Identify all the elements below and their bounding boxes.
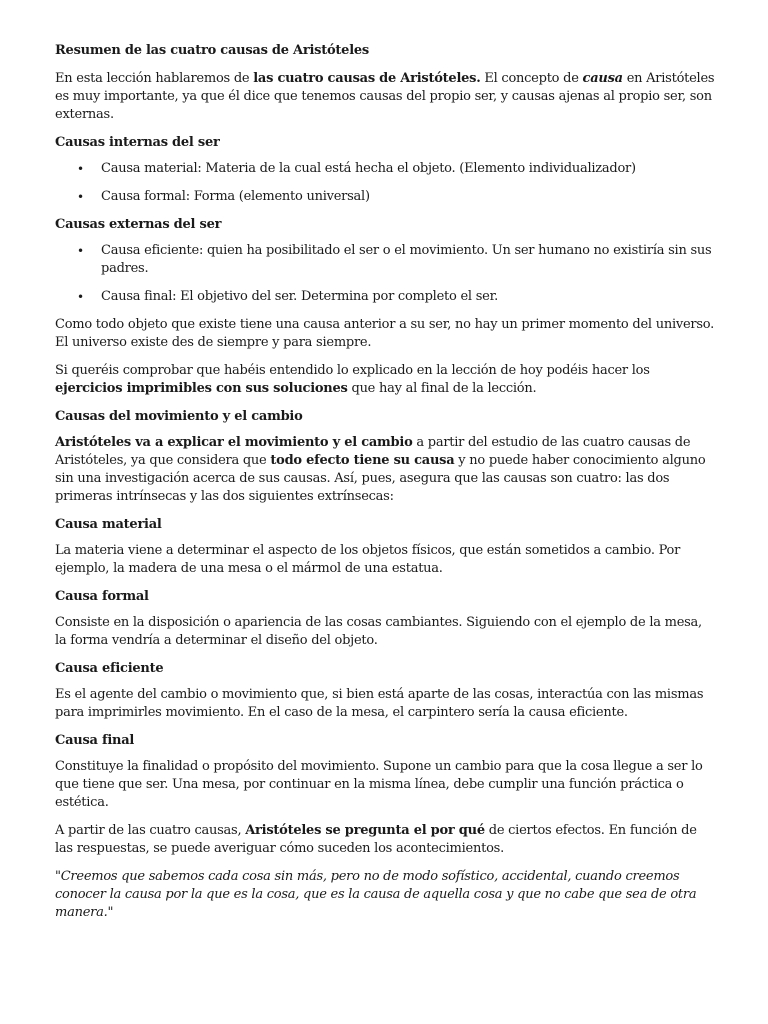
- heading-causas-internas: Causas internas del ser: [55, 135, 220, 150]
- list-item: • Causa final: El objetivo del ser. Determina por completo el ser.: [55, 288, 717, 306]
- conclusion-paragraph: [55, 822, 717, 858]
- intro-text-2: El concepto de: [480, 71, 583, 86]
- list-causas-internas: [55, 160, 717, 206]
- heading-causa-formal: Causa formal: [55, 589, 149, 604]
- heading-causa-final: Causa final: [55, 733, 135, 748]
- ejercicios-text-2: que hay al final de la lección.: [347, 381, 537, 396]
- movimiento-text-2: y no puede haber conocimiento alguno sin una investigación acerca de sus causas. Así, pues, asegura que las causas son cuatro: las dos primeras intrínsecas y las dos siguientes extrínsecas:: [55, 453, 706, 504]
- conclusion-text-1: A partir de las cuatro causas,: [55, 823, 246, 838]
- intro-bold-italic-causa: causa: [582, 71, 623, 86]
- movimiento-text-1: a partir del estudio de las cuatro causas de Aristóteles, ya que considera que: [55, 435, 691, 468]
- causa-eficiente-paragraph: Es el agente del cambio o movimiento que, si bien está aparte de las cosas, interactúa con las mismas para imprimirles movimiento. En el caso de la mesa, el carpintero sería la causa eficiente.: [55, 687, 704, 720]
- heading-movimiento-cambio: Causas del movimiento y el cambio: [55, 409, 303, 424]
- movimiento-paragraph: [55, 434, 717, 506]
- list-item: • Causa material: Materia de la cual está hecha el objeto. (Elemento individualizador): [55, 160, 717, 178]
- causa-material-paragraph: La materia viene a determinar el aspecto de los objetos físicos, que están sometidos a cambio. Por ejemplo, la madera de una mesa o el mármol de una estatua.: [55, 543, 681, 576]
- list-causas-externas: [55, 242, 717, 306]
- ejercicios-bold: ejercicios imprimibles con sus soluciones: [55, 381, 348, 396]
- heading-causas-externas: Causas externas del ser: [55, 217, 222, 232]
- quote-paragraph: "Creemos que sabemos cada cosa sin más, pero no de modo sofístico, accidental, cuando creemos conocer la causa por la que es la cosa, que es la causa de aquella cosa y que no cabe que sea de otra manera.": [55, 869, 697, 920]
- ejercicios-text-1: Si queréis comprobar que habéis entendido lo explicado en la lección de hoy podéis hacer los: [55, 363, 650, 378]
- intro-bold-1: las cuatro causas de Aristóteles.: [253, 71, 481, 86]
- movimiento-bold-2: todo efecto tiene su causa: [270, 453, 455, 468]
- heading-causa-material: Causa material: [55, 517, 162, 532]
- causa-formal-paragraph: Consiste en la disposición o apariencia de las cosas cambiantes. Siguiendo con el ejemplo de la mesa, la forma vendría a determinar el diseño del objeto.: [55, 615, 702, 648]
- ejercicios-paragraph: [55, 362, 717, 398]
- heading-causa-eficiente: Causa eficiente: [55, 661, 164, 676]
- causa-final-paragraph: Constituye la finalidad o propósito del movimiento. Supone un cambio para que la cosa llegue a ser lo que tiene que ser. Una mesa, por continuar en la misma línea, debe cumplir una función práctica o estética.: [55, 759, 703, 810]
- conclusion-bold: Aristóteles se pregunta el por qué: [245, 823, 485, 838]
- intro-text-3: en Aristóteles es muy importante, ya que él dice que tenemos causas del propio ser, y causas ajenas al propio ser, son externas.: [55, 71, 715, 122]
- document-title: Resumen de las cuatro causas de Aristóteles: [55, 43, 369, 58]
- movimiento-bold-1: Aristóteles va a explicar el movimiento y el cambio: [55, 435, 413, 450]
- document-page: [55, 42, 717, 932]
- conclusion-text-2: de ciertos efectos. En función de las respuestas, se puede averiguar cómo suceden los acontecimientos.: [55, 823, 697, 856]
- list-item: • Causa eficiente: quien ha posibilitado el ser o el movimiento. Un ser humano no existiría sin sus padres.: [55, 242, 717, 278]
- intro-text-1: En esta lección hablaremos de: [55, 71, 254, 86]
- list-item: • Causa formal: Forma (elemento universal): [55, 188, 717, 206]
- universo-paragraph: Como todo objeto que existe tiene una causa anterior a su ser, no hay un primer momento del universo. El universo existe des de siempre y para siempre.: [55, 317, 715, 350]
- intro-paragraph: [55, 70, 717, 124]
